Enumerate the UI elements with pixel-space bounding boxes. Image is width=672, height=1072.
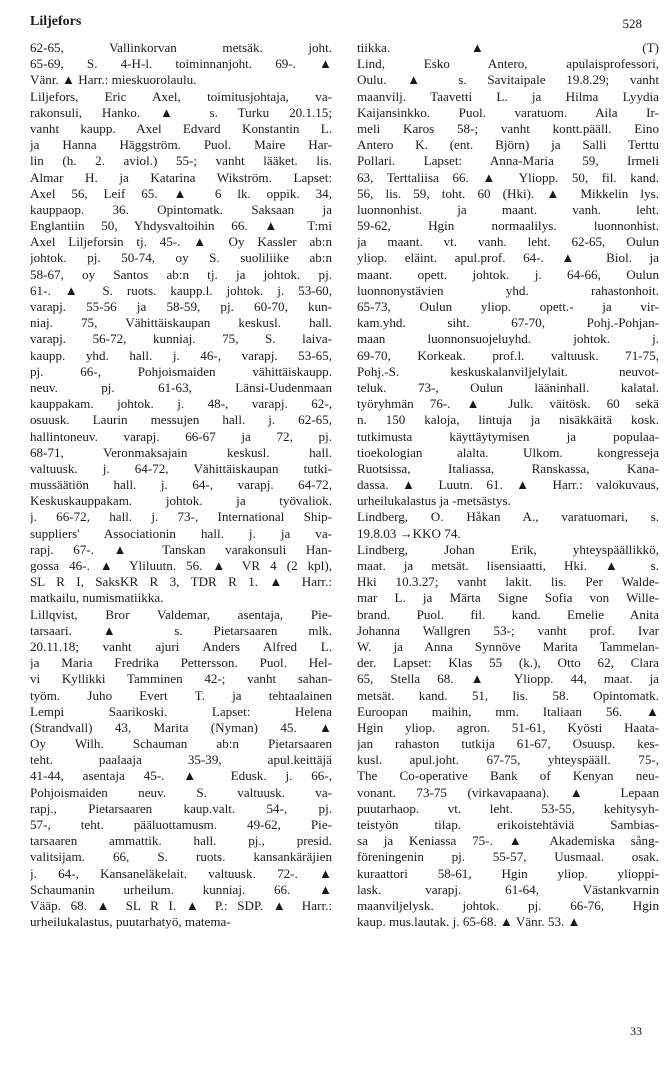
- text-line: (Strandvall) 43, Marita (Nyman) 45. ▲: [30, 719, 332, 735]
- text-line: puutarhaop. vt. leht. 53-55, kehitysyh-: [357, 800, 659, 816]
- text-line: Englantiin 50, Yhdysvaltoihin 66. ▲ T:mi: [30, 218, 332, 234]
- text-line: W. ja Anna Synnöve Marita Tammelan-: [357, 638, 659, 654]
- text-line: Pollari. Lapset: Anna-Maria 59, Irmeli: [357, 153, 659, 169]
- text-line: Liljefors, Eric Axel, toimitusjohtaja, va-: [30, 88, 332, 104]
- text-line: j. 64-, Kansaneläkelait. valtuusk. 72-. ▲: [30, 865, 332, 881]
- text-line: Oy Wilh. Schauman ab:n Pietarsaaren: [30, 736, 332, 752]
- text-line: valtuusk. j. 64-72, Vähittäiskaupan tutki-: [30, 460, 332, 476]
- text-line: Pohjoismaiden neuv. S. valtuusk. va-: [30, 784, 332, 800]
- text-line: ja maant. vt. vanh. leht. 62-65, Oulun: [357, 234, 659, 250]
- text-line: maan luonnonsuojeluyhd. johtok. j.: [357, 331, 659, 347]
- text-line: mussäätiön hall. j. 64-, varapj. 64-72,: [30, 477, 332, 493]
- text-line: mar L. ja Märta Signe Sofia von Wille-: [357, 590, 659, 606]
- text-line: Keskuskauppakam. johtok. ja työvaliok.: [30, 493, 332, 509]
- text-line: 20.11.18; vanht ajuri Anders Alfred L.: [30, 638, 332, 654]
- text-line: osuusk. Laurin messujen hall. j. 62-65,: [30, 412, 332, 428]
- text-line: tutkimusta käyttäytymisen ja populaa-: [357, 428, 659, 444]
- text-line: dassa. ▲ Luutn. 61. ▲ Harr.: valokuvaus,: [357, 477, 659, 493]
- text-line: vi Kyllikki Tamminen 42-; vanht sahan-: [30, 671, 332, 687]
- text-line: matkailu, numismatiikka.: [30, 590, 164, 606]
- text-line: lask. varapj. 61-64, Västankvarnin: [357, 881, 659, 897]
- text-line: 59-62, Hgin normaalilys. luonnonhist.: [357, 218, 659, 234]
- text-line: 68-71, Veronmaksajain keskusl. hall.: [30, 444, 332, 460]
- text-line: maanvilj. Taavetti L. ja Hilma Lyydia: [357, 88, 659, 104]
- text-line: 57-, teht. pääluottamusm. 49-62, Pie-: [30, 817, 332, 832]
- text-line: ja Hanna Häggström. Puol. Maire Har-: [30, 137, 332, 153]
- text-line: valitsijam. 66, S. ruots. kansankäräjien: [30, 849, 332, 865]
- text-line: 69-70, Korkeak. prof.l. valtuusk. 71-75,: [357, 347, 659, 363]
- text-line: kauppaop. 36. Opintomatk. Saksaan ja: [30, 201, 332, 217]
- text-line: Hgin yliop. agron. 51-61, Kyösti Haata-: [357, 719, 659, 735]
- text-line: gossa 46-. ▲ Yliluutn. 56. ▲ VR 4 (2 kpl),: [30, 558, 332, 573]
- text-line: työm. Juho Evert T. ja tehtaalainen: [30, 687, 332, 703]
- text-line: rapj. 67-. ▲ Tanskan varakonsuli Han-: [30, 541, 332, 557]
- text-line: föreningenin pj. 55-57, Uusmaal. osak.: [357, 849, 659, 865]
- text-line: Almar H. ja Katarina Wikström. Lapset:: [30, 169, 332, 185]
- text-line: 56, lis. 59, toht. 60 (Hki). ▲ Mikkelin lys.: [357, 185, 659, 201]
- text-line: kaupp. yhd. hall. j. 46-, varapj. 53-65,: [30, 347, 332, 363]
- text-line: teluk. 73-, Oulun lääninhall. kalatal.: [357, 379, 659, 395]
- text-line: Vänr. ▲ Harr.: mieskuorolaulu.: [30, 72, 197, 88]
- text-line: 62-65, Vallinkorvan metsäk. joht.: [30, 40, 332, 55]
- text-line: Euroopan maihin, mm. Italiaan 56. ▲: [357, 703, 659, 719]
- text-line: rakonsuli, Hanko. ▲ s. Turku 20.1.15;: [30, 104, 332, 120]
- text-line: suppliers' Associationin hall. j. ja va-: [30, 525, 332, 541]
- text-line: Lillqvist, Bror Valdemar, asentaja, Pie-: [30, 606, 332, 622]
- text-line: 58-67, oy Santos ab:n tj. ja johtok. pj.: [30, 266, 332, 282]
- text-line: luonnonystävien yhd. rahastonhoit.: [357, 282, 659, 298]
- text-line: Axel Liljeforsin tj. 45-. ▲ Oy Kassler ab:n: [30, 234, 332, 250]
- text-line: 61-. ▲ S. ruots. kaupp.l. johtok. j. 53-60,: [30, 282, 332, 298]
- text-line: 41-44, asentaja 45-. ▲ Edusk. j. 66-,: [30, 768, 332, 784]
- text-line: der. Lapset: Klas 55 (k.), Otto 62, Clara: [357, 655, 659, 671]
- text-line: pj. 66-, Pohjoismaiden vähittäiskaupp.: [30, 363, 332, 379]
- left-column: [30, 40, 332, 930]
- text-line: Axel 56, Leif 65. ▲ 6 lk. oppik. 34,: [30, 185, 332, 201]
- text-line: Lindberg, Johan Erik, yhteyspäällikkö,: [357, 541, 659, 557]
- page-number: 528: [622, 16, 642, 31]
- text-line: jan rahaston tutkija 61-67, Osuusp. kes-: [357, 736, 659, 752]
- text-line: Johanna Wallgren 53-; vanht prof. Ivar: [357, 622, 659, 638]
- text-line: vanht kaupp. Axel Edvard Konstantin L.: [30, 120, 332, 136]
- text-line: tioekologian alalta. Ulkom. kongresseja: [357, 444, 659, 460]
- text-line: luonnonhist. ja maant. vanh. leht.: [357, 201, 659, 217]
- text-line: niaj. 75, Vähittäiskaupan keskusl. hall.: [30, 315, 332, 331]
- text-line: Oulu. ▲ s. Savitaipale 19.8.29; vanht: [357, 72, 659, 88]
- text-line: kaup. mus.lautak. j. 65-68. ▲ Vänr. 53. ▲: [357, 914, 581, 930]
- text-line: teistyön tilap. erikoistehtäviä Sambias-: [357, 817, 659, 832]
- text-line: metsät. kand. 51, lis. 58. Opintomatk.: [357, 687, 659, 703]
- text-line: neuv. pj. 61-63, Länsi-Uudenmaan: [30, 379, 332, 395]
- running-head: Liljefors: [30, 14, 82, 29]
- text-line: 65-73, Oulun yliop. opett.- ja vir-: [357, 299, 659, 314]
- text-line: maat. ja metsät. lisensiaatti, Hki. ▲ s.: [357, 558, 659, 573]
- text-line: Schaumanin urheilum. kunniaj. 66. ▲: [30, 881, 332, 897]
- text-line: vonant. 73-75 (virkavapaana). ▲ Lepaan: [357, 784, 659, 800]
- text-line: hallintoneuv. varapj. 66-67 ja 72, pj.: [30, 428, 332, 444]
- text-line: urheilukalastus, puutarhatyö, matema-: [30, 914, 231, 930]
- text-line: Hki 10.3.27; vanht lakit. lis. Per Walde-: [357, 574, 659, 590]
- text-line: kuraattori 58-61, Hgin yliop. ylioppi-: [357, 865, 659, 881]
- text-line: kauppakam. johtok. j. 48-, varapj. 62-,: [30, 396, 332, 412]
- text-line: Lind, Esko Antero, apulaisprofessori,: [357, 56, 659, 72]
- text-line: rapj., Pietarsaaren kaup.valt. 54-, pj.: [30, 800, 332, 816]
- text-line: ja Maria Fredrika Pettersson. Puol. Hel-: [30, 655, 332, 671]
- text-line: yliop. eläint. apul.prof. 64-. ▲ Biol. ja: [357, 250, 659, 266]
- footer-number: 33: [630, 1024, 642, 1038]
- text-line: varapj. 55-56 ja 58-59, pj. 60-70, kun-: [30, 299, 332, 314]
- text-line: 65, Stella 68. ▲ Yliopp. 44, maat. ja: [357, 671, 659, 687]
- text-line: tarsaari. ▲ s. Pietarsaaren mlk.: [30, 622, 332, 638]
- text-line: Lindberg, O. Håkan A., varatuomari, s.: [357, 509, 659, 525]
- text-line: SL R I, SaksKR R 3, TDR R 1. ▲ Harr.:: [30, 574, 332, 590]
- text-line: Ruotsissa, Italiassa, Ranskassa, Kana-: [357, 460, 659, 476]
- text-line: maanviljelysk. johtok. pj. 66-76, Hgin: [357, 897, 659, 913]
- text-line: teht. paalaaja 35-39, apul.keittäjä: [30, 752, 332, 768]
- text-line: Lempi Saarikoski. Lapset: Helena: [30, 703, 332, 719]
- text-line: maant. opett. johtok. j. 64-66, Oulun: [357, 266, 659, 282]
- text-line: varapj. 56-72, kunniaj. 75, S. laiva-: [30, 331, 332, 347]
- text-line: kusl. apul.joht. 67-75, yhteyspääll. 75-,: [357, 752, 659, 768]
- text-line: tarsaaren ammattik. hall. pj., presid.: [30, 833, 332, 849]
- text-line: meli Karos 58-; vanht kontt.pääll. Eino: [357, 120, 659, 136]
- text-line: lin (h. 2. aviol.) 55-; vanht lääket. lis.: [30, 153, 332, 169]
- text-line: kam.yhd. siht. 67-70, Pohj.-Pohjan-: [357, 315, 659, 331]
- text-line: Vääp. 68. ▲ SL R I. ▲ P.: SDP. ▲ Harr.:: [30, 897, 332, 913]
- text-line: 65-69, S. 4-H-l. toiminnanjoht. 69-. ▲: [30, 56, 332, 72]
- text-line: sa ja Keniassa 75-. ▲ Akademiska sång-: [357, 833, 659, 849]
- text-line: brand. Puol. fil. kand. Emelie Anita: [357, 606, 659, 622]
- text-line: johtok. pj. 50-74, oy S. suoliliike ab:n: [30, 250, 332, 266]
- text-line: Pohj.-S. keskuskalanviljelylait. neuvot-: [357, 363, 659, 379]
- text-line: työryhmän 76-. ▲ Julk. väitösk. 60 sekä: [357, 396, 659, 412]
- right-column: [357, 40, 659, 930]
- text-line: Kaijansinkko. Puol. varatuom. Aila Ir-: [357, 104, 659, 120]
- text-line: 19.8.03 →KKO 74.: [357, 525, 461, 541]
- text-line: j. 66-72, hall. j. 73-, International Ship-: [30, 509, 332, 525]
- text-line: tiikka. ▲ (T): [357, 40, 659, 55]
- text-line: Antero K. (ent. Björn) ja Salli Terttu: [357, 137, 659, 153]
- text-line: The Co-operative Bank of Kenyan neu-: [357, 768, 659, 784]
- text-line: urheilukalastus ja -metsästys.: [357, 493, 511, 509]
- text-line: n. 150 kaloja, lintuja ja nisäkkäitä kosk.: [357, 412, 659, 428]
- text-line: 63, Terttaliisa 66. ▲ Yliopp. 50, fil. kand.: [357, 169, 659, 185]
